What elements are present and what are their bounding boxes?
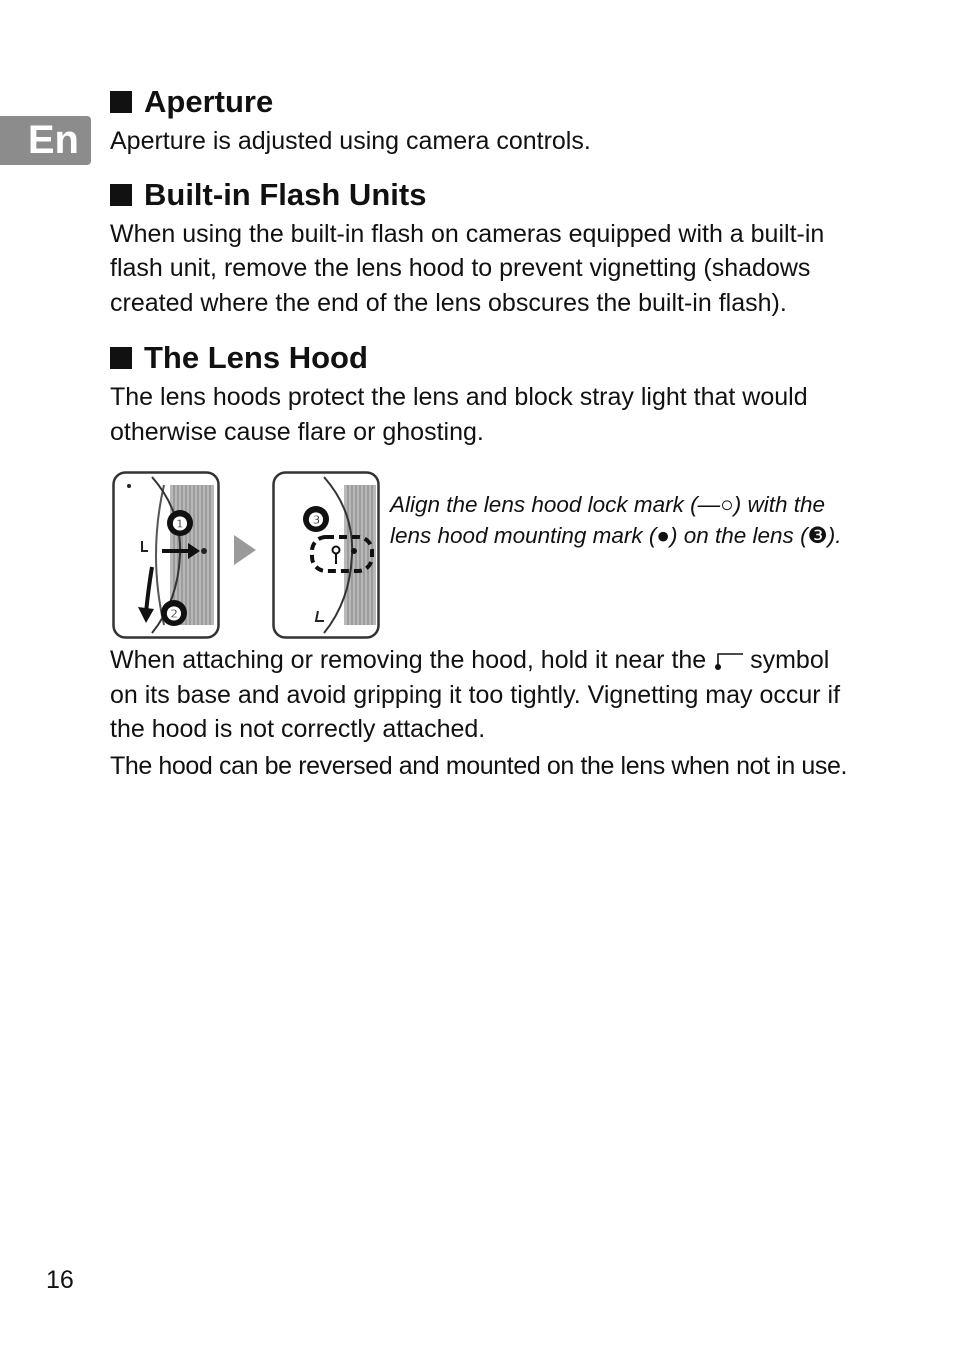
caption-step-marker: ❸ — [807, 523, 828, 548]
step-1-marker: ❶ — [171, 514, 189, 534]
hood-attach-illustration — [112, 471, 220, 639]
attach-text-1: When attaching or removing the hood, hold it near the — [110, 646, 714, 674]
attach-paragraph — [110, 643, 850, 747]
lens-hood-heading-text: The Lens Hood — [144, 340, 368, 375]
bullet-square-icon — [110, 347, 132, 369]
aperture-heading — [110, 82, 850, 122]
aperture-body: Aperture is adjusted using camera controls. — [110, 127, 591, 155]
mounting-mark-icon: ● — [656, 523, 670, 548]
flash-section — [110, 175, 850, 321]
bullet-square-icon — [110, 184, 132, 206]
lens-hood-section — [110, 338, 850, 783]
next-step-arrow-icon — [232, 533, 258, 567]
lock-mark-icon: —○ — [697, 492, 734, 517]
page-content — [110, 82, 850, 783]
hood-grip-symbol-icon — [713, 650, 743, 672]
flash-body: When using the built-in flash on cameras equipped with a built-in flash unit, remove the lens hood to prevent vignetting (shadows created where the end of the lens obscures the built-in flash). — [110, 219, 825, 317]
attach-text-2: symbol on its base and avoid gripping it too tightly. Vignetting may occur if the hood is not correctly attached. — [110, 646, 841, 743]
bullet-square-icon — [110, 91, 132, 113]
step-3-marker: ❸ — [307, 510, 325, 530]
step-2-marker: ❷ — [165, 604, 183, 624]
lens-hood-heading — [110, 338, 850, 378]
caption-part-2: ) with the lens hood mounting mark ( — [390, 492, 826, 548]
lens-hood-body: The lens hoods protect the lens and block stray light that would otherwise cause flare or ghosting. — [110, 383, 808, 446]
figure-caption — [390, 489, 850, 551]
language-tab: En — [0, 116, 91, 165]
caption-part-1: Align the lens hood lock mark ( — [390, 492, 698, 517]
lens-hood-figure — [110, 471, 850, 641]
aperture-section — [110, 82, 850, 159]
caption-part-4: ). — [827, 523, 842, 548]
flash-heading — [110, 175, 850, 215]
reverse-paragraph: The hood can be reversed and mounted on the lens when not in use. — [110, 751, 848, 780]
hood-aligned-illustration — [272, 471, 380, 639]
page-number: 16 — [46, 1266, 74, 1294]
caption-part-3: ) on the lens ( — [669, 523, 808, 548]
aperture-heading-text: Aperture — [144, 84, 274, 119]
flash-heading-text: Built-in Flash Units — [144, 176, 427, 212]
